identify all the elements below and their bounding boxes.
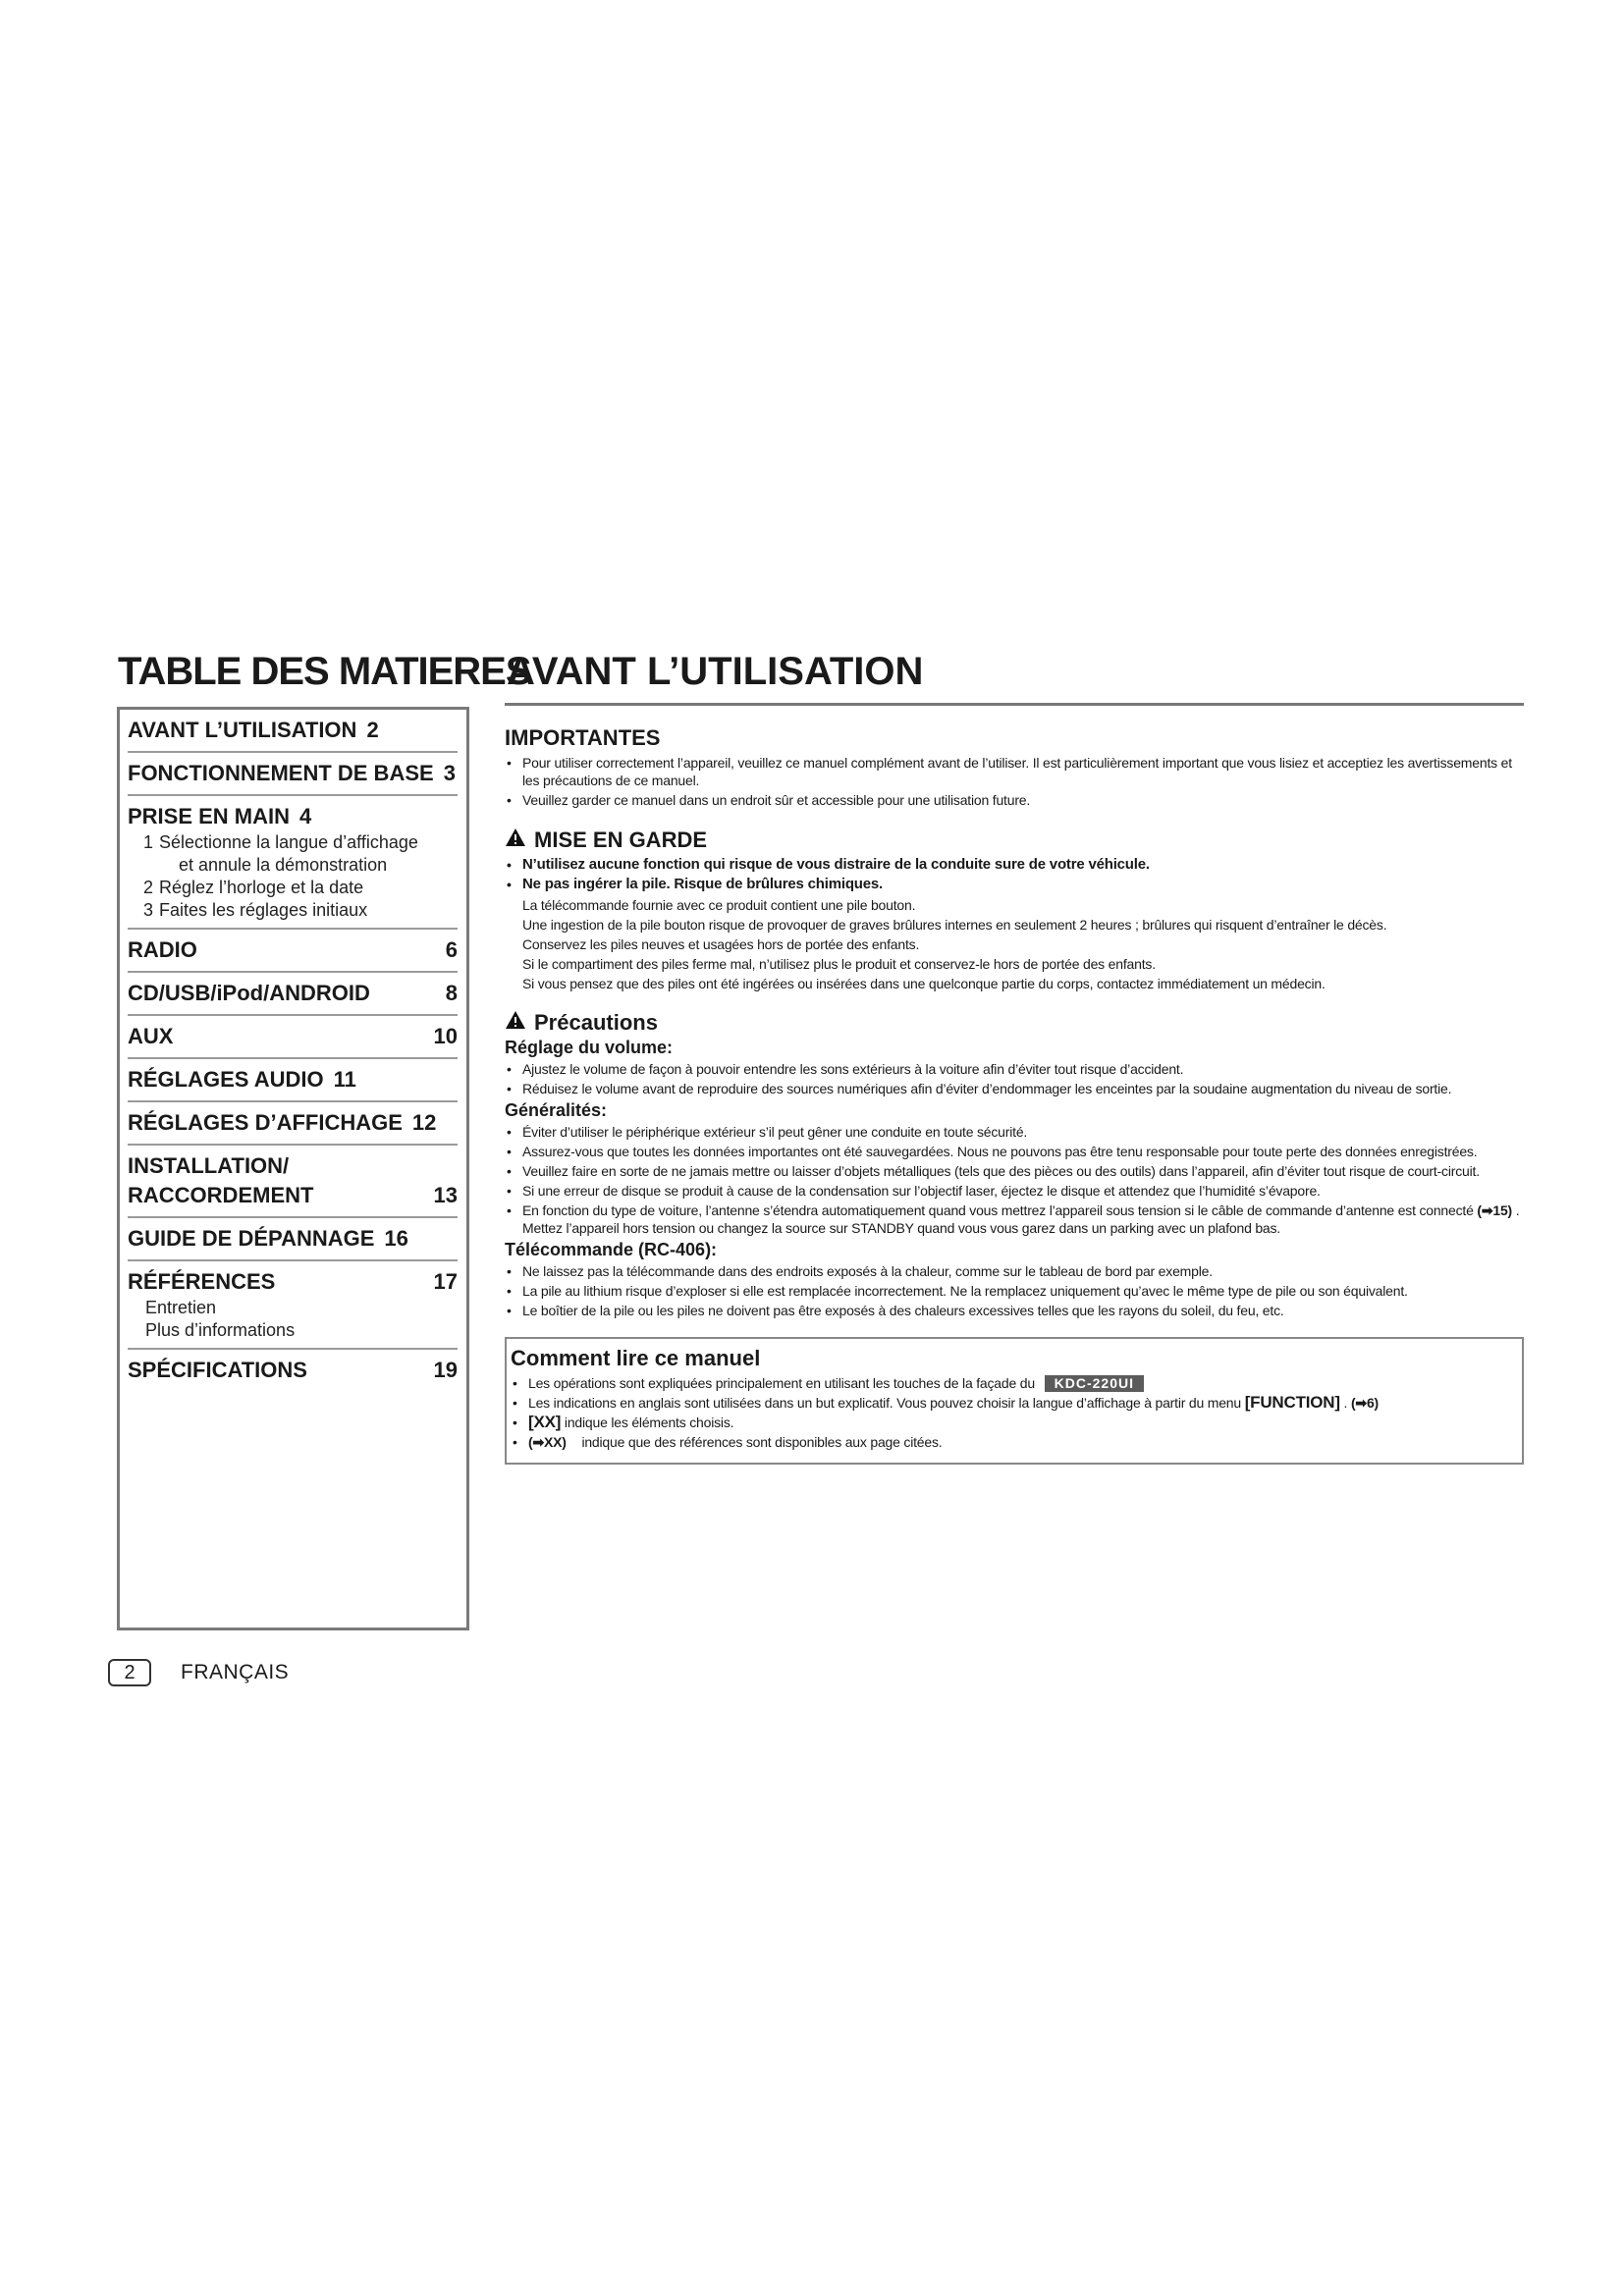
warning-icon [505,827,526,854]
importantes-bullet: • Pour utiliser correctement l’appareil, veuillez ce manuel complément avant de l’utiliser. Il est particulièrement important que vous lisiez et acceptiez les avertissements et les précautions de ce manuel. [505,754,1524,789]
toc-entry-head [128,1224,458,1254]
toc-entry[interactable] [128,710,458,753]
toc-entry-head [128,1022,458,1051]
garde-line: Conservez les piles neuves et usagées hors de portée des enfants. [522,936,920,952]
general-bullet: • Veuillez faire en sorte de ne jamais mettre ou laisser d’objets métalliques (tels que des pièces ou des outils) dans l’appareil, afin d’éviter tout risque de court-circuit. [505,1162,1524,1180]
antenna-continuation: Mettez l’appareil hors tension ou changez la source sur STANDBY quand vous vous garez dans un parking avec un plafond bas. [522,1220,1281,1236]
toc-subitem-continuation: et annule la démonstration [179,855,388,875]
toc-entry-label: AUX [128,1024,174,1048]
toc-entry-head [128,759,458,788]
toc-entry-head [128,1065,458,1095]
page-footer [108,1659,289,1686]
general-bullet-antenna [505,1201,1524,1237]
toc-entry[interactable] [128,1102,458,1146]
toc-entry[interactable] [128,1218,458,1261]
toc-entry[interactable] [128,1059,458,1102]
howto-b2-sep: . [1343,1395,1348,1411]
toc-entry-label: RÉGLAGES AUDIO [128,1067,324,1092]
toc-entry-head [128,1108,458,1138]
toc-entry[interactable] [128,973,458,1016]
toc-entry-page: 3 [443,761,456,785]
toc-entry-page: 17 [433,1269,458,1294]
toc-entry-label: PRISE EN MAIN [128,804,291,828]
how-to-read-heading: Comment lire ce manuel [511,1346,761,1370]
toc-entry-head [128,1267,458,1297]
antenna-end: . [1515,1202,1520,1218]
xx-page-ref-label: (➡XX) [528,1434,567,1450]
howto-bullet [511,1394,1514,1412]
garde-bold-bullet: • N’utilisez aucune fonction qui risque de vous distraire de la conduite sure de votre véhicule. [505,856,1524,874]
model-badge: KDC-220UI [1045,1375,1144,1392]
howto-b1-text: Les opérations sont expliquées principalement en utilisant les touches de la façade du [528,1375,1035,1391]
howto-b2-page-ref: (➡6) [1350,1395,1379,1411]
toc-entry-label: CD/USB/iPod/ANDROID [128,981,370,1005]
toc-subitem[interactable] [128,877,458,899]
volume-heading: Réglage du volume: [505,1038,674,1057]
toc-entry-page: 16 [384,1226,408,1251]
toc-entry-label: GUIDE DE DÉPANNAGE [128,1226,375,1251]
general-bullet: • Si une erreur de disque se produit à cause de la condensation sur l’objectif laser, éjectez le disque et attendez que l’humidité s’évapore. [505,1182,1524,1200]
toc-entry-page: 6 [445,937,458,962]
how-to-read-box [505,1337,1524,1465]
toc-subitem-text: Réglez l’horloge et la date [159,878,364,897]
toc-subitem[interactable] [128,831,458,854]
toc-entry-label: RADIO [128,937,197,962]
xx-key-label: [XX] [528,1413,562,1431]
general-heading: Généralités: [505,1100,608,1120]
toc-entry-label: RÉGLAGES D’AFFICHAGE [128,1110,403,1135]
warning-icon [505,1009,526,1037]
howto-b3-text: indique les éléments choisis. [564,1415,734,1430]
toc-entry-label: SPÉCIFICATIONS [128,1358,307,1382]
page-number: 2 [108,1659,151,1686]
remote-bullet: • La pile au lithium risque d’exploser si elle est remplacée incorrectement. Ne la remplacez uniquement qu’avec le même type de pile ou son équivalent. [505,1282,1524,1300]
toc-entry-head [128,935,458,965]
toc-entry-head [128,1356,458,1385]
toc-entry[interactable] [128,930,458,973]
howto-bullet [511,1414,1514,1431]
howto-b2-text: Les indications en anglais sont utilisées dans un but explicatif. Vous pouvez choisir la langue d’affichage à partir du menu [528,1395,1241,1411]
toc-subitem-text: Faites les réglages initiaux [159,900,368,920]
page-language: FRANÇAIS [181,1661,290,1683]
garde-line: Si vous pensez que des piles ont été ingérées ou insérées dans une quelconque partie du corps, contactez immédiatement un médecin. [522,976,1326,991]
toc-entry[interactable] [128,753,458,796]
title-divider [505,703,1524,706]
precautions-heading [505,1009,1524,1037]
antenna-page-ref: (➡15) [1477,1202,1513,1218]
general-bullet: • Assurez-vous que toutes les données importantes ont été sauvegardées. Nous ne pouvons pas être tenu responsable pour toute perte des données enregistrées. [505,1143,1524,1160]
precautions-label: Précautions [534,1010,658,1035]
toc-entry-page: 11 [333,1067,356,1092]
main-content [505,717,1524,1465]
toc-entry-head [128,979,458,1008]
toc-entry-label: INSTALLATION/ RACCORDEMENT [128,1153,314,1207]
toc-entry-page: 4 [299,804,312,828]
garde-line: Si le compartiment des piles ferme mal, n’utilisez plus le produit et conservez-le hors de portée des enfants. [522,956,1156,972]
garde-line: Une ingestion de la pile bouton risque de provoquer de graves brûlures internes en seulement 2 heures ; brûlures qui risquent d’entraîner le décès. [522,917,1387,933]
remote-bullet: • Ne laissez pas la télécommande dans des endroits exposés à la chaleur, comme sur le tableau de bord par exemple. [505,1262,1524,1280]
remote-bullet: • Le boîtier de la pile ou les piles ne doivent pas être exposés à des chaleurs excessives telles que les rayons du soleil, du feu, etc. [505,1302,1524,1319]
general-bullet: • Éviter d’utiliser le périphérique extérieur s’il peut gêner une conduite en toute sécurité. [505,1123,1524,1141]
toc-subitem[interactable]: Plus d’informations [145,1320,296,1340]
toc-subitem-number: 3 [142,900,153,920]
toc-entry-page: 10 [433,1024,458,1048]
page-title: AVANT L’UTILISATION [507,650,924,693]
toc-subitem-number: 2 [142,878,153,897]
function-key-label: [FUNCTION] [1244,1393,1340,1412]
toc-entry[interactable] [128,1016,458,1059]
toc-entry[interactable] [128,1261,458,1350]
toc-entry-label: RÉFÉRENCES [128,1269,276,1294]
volume-bullet: • Réduisez le volume avant de reproduire des sources numériques afin d’éviter d’endommager les enceintes par la soudaine augmentation du niveau de sortie. [505,1080,1524,1097]
mise-en-garde-label: MISE EN GARDE [534,828,708,852]
toc-list [128,710,458,1391]
toc-entry[interactable] [128,1350,458,1391]
toc-entry-page: 2 [366,718,379,742]
volume-bullet: • Ajustez le volume de façon à pouvoir entendre les sons extérieurs à la voiture afin d’éviter tout risque d’accident. [505,1060,1524,1078]
toc-entry-label: AVANT L’UTILISATION [128,718,357,742]
antenna-text: En fonction du type de voiture, l’antenne s’étendra automatiquement quand vous mettrez l’appareil sous tension si le câble de commande d’antenne est connecté [522,1202,1474,1218]
toc-entry-head [128,716,458,745]
toc-entry-head [128,802,458,831]
toc-entry-head [128,1151,458,1210]
importantes-heading: IMPORTANTES [505,725,661,750]
toc-entry[interactable] [128,796,458,930]
mise-en-garde-heading [505,827,1524,854]
howto-bullet [511,1433,1514,1451]
toc-subitem[interactable]: Entretien [145,1298,217,1317]
howto-b4-text: indique que des références sont disponibles aux page citées. [581,1434,943,1450]
howto-bullet [511,1374,1514,1392]
remote-heading: Télécommande (RC-406): [505,1240,718,1259]
toc-entry[interactable] [128,1146,458,1218]
toc-entry-label: FONCTIONNEMENT DE BASE [128,761,434,785]
importantes-bullet: • Veuillez garder ce manuel dans un endroit sûr et accessible pour une utilisation future. [505,791,1524,809]
toc-subitem-number: 1 [142,832,153,852]
toc-entry-page: 19 [433,1358,458,1382]
toc-subitem-text: Sélectionne la langue d’affichage [159,832,418,852]
toc-entry-page: 8 [445,981,458,1005]
toc-subitem[interactable] [128,899,458,922]
toc-entry-page: 13 [433,1183,458,1207]
toc-box [117,707,469,1630]
garde-line: La télécommande fournie avec ce produit contient une pile bouton. [522,897,916,913]
toc-entry-page: 12 [411,1110,437,1135]
toc-title: TABLE DES MATIERES [118,650,531,693]
garde-bold-bullet: • Ne pas ingérer la pile. Risque de brûlures chimiques. [505,876,1524,893]
